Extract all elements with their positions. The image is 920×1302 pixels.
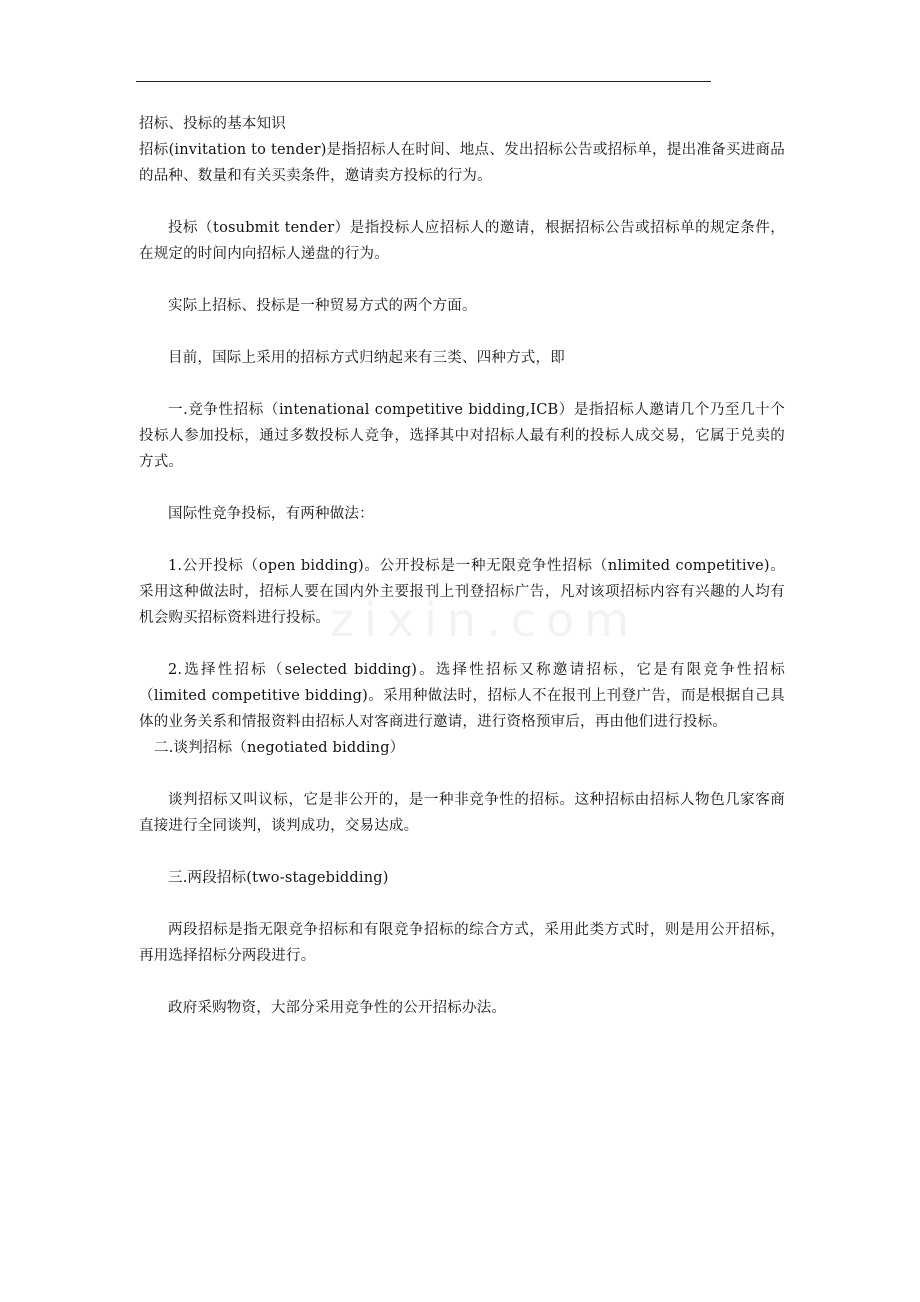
document-title: 招标、投标的基本知识 <box>139 116 286 132</box>
paragraph-selected-bidding: 2.选择性招标（selected bidding)。选择性招标又称邀请招标，它是有限竞争性招标（limited competitive bidding)。采用种做法时，招标人不在报刊上刊登广告，而是根据自己具体的业务关系和情报资料由招标人对客商进行邀请，进行资格预审后，再由他们进行投标。 <box>139 662 785 730</box>
heading-two-stage: 三.两段招标(two-stagebidding) <box>168 870 389 886</box>
paragraph-tender: 投标（tosubmit tender）是指投标人应招标人的邀请，根据招标公告或招标单的规定条件，在规定的时间内向招标人递盘的行为。 <box>139 220 785 262</box>
paragraph-government: 政府采购物资，大部分采用竞争性的公开招标办法。 <box>168 1000 507 1016</box>
paragraph-methods: 目前，国际上采用的招标方式归纳起来有三类、四种方式，即 <box>168 350 565 366</box>
paragraph-open-bidding: 1.公开投标（open bidding)。公开投标是一种无限竞争性招标（nlimited competitive)。采用这种做法时，招标人要在国内外主要报刊上刊登招标广告，凡对该项招标内容有兴趣的人均有机会购买招标资料进行投标。 <box>139 558 785 626</box>
paragraph-intro: 招标(invitation to tender)是指招标人在时间、地点、发出招标公告或招标单，提出准备买进商品的品种、数量和有关买卖条件，邀请卖方投标的行为。 <box>139 142 785 184</box>
watermark: zixin.com <box>330 593 639 647</box>
header-rule <box>136 81 711 82</box>
document-body <box>139 111 785 1021</box>
paragraph-icb: 一.竞争性招标（intenational competitive bidding,ICB）是指招标人邀请几个乃至几十个投标人参加投标，通过多数投标人竞争，选择其中对招标人最有利的投标人成交易，它属于兑卖的方式。 <box>139 402 785 470</box>
paragraph-two-ways: 国际性竞争投标，有两种做法： <box>168 506 374 522</box>
heading-negotiated: 二.谈判招标（negotiated bidding） <box>154 740 405 756</box>
paragraph-negotiated: 谈判招标又叫议标，它是非公开的，是一种非竞争性的招标。这种招标由招标人物色几家客商直接进行全同谈判，谈判成功，交易达成。 <box>139 792 785 834</box>
paragraph-two-stage: 两段招标是指无限竞争招标和有限竞争招标的综合方式，采用此类方式时，则是用公开招标，再用选择招标分两段进行。 <box>139 922 785 964</box>
paragraph-aspects: 实际上招标、投标是一种贸易方式的两个方面。 <box>168 298 477 314</box>
